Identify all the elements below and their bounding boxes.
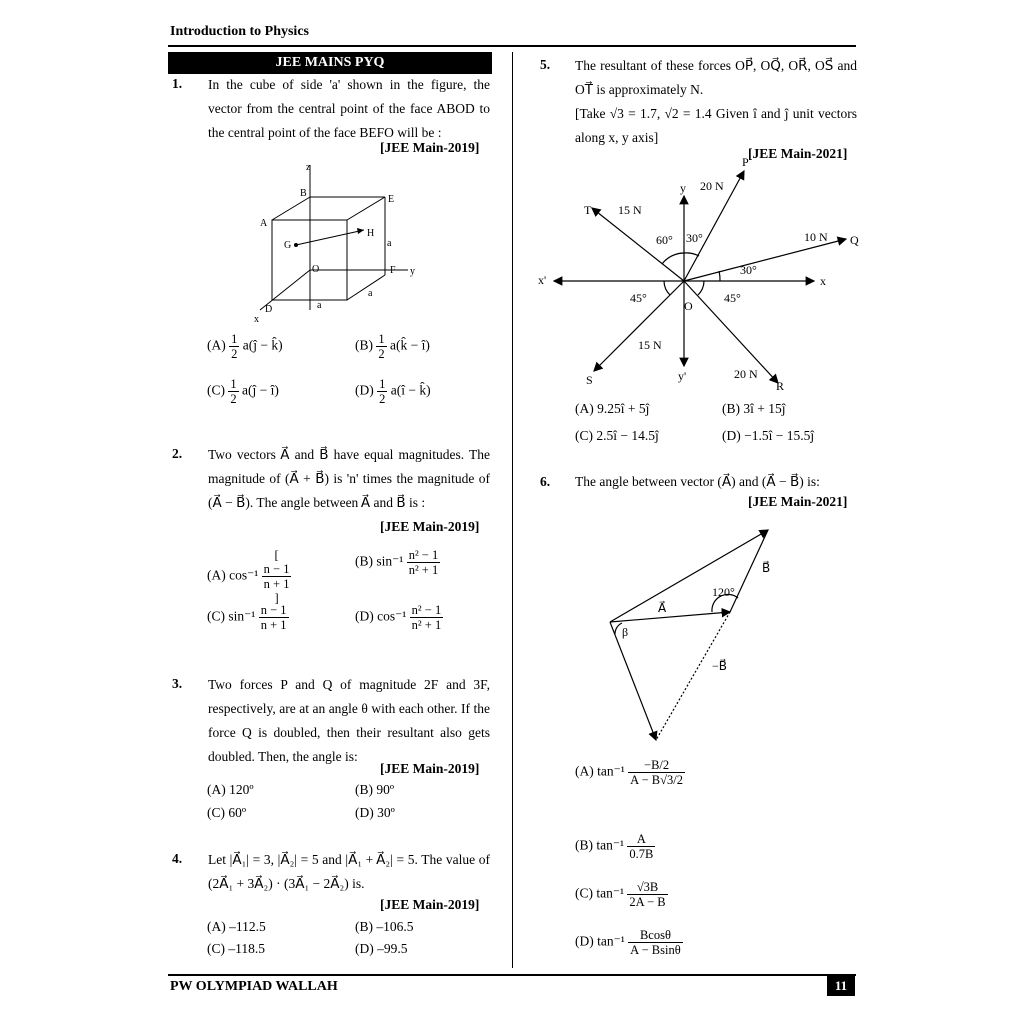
- q2-option-c[interactable]: (C) sin⁻¹ $\frac{n - 1}{n + 1}$: [207, 603, 287, 632]
- q5-text: The resultant of these forces OP⃗, OQ⃗, OR⃗, OS⃗ and OT⃗ is approximately N.: [575, 58, 857, 97]
- q3-option-b[interactable]: (B) 90º: [355, 782, 395, 797]
- q2-option-d[interactable]: (D) cos⁻¹ $\frac{\text{n² − 1}}{\text{n² + 1}}$: [355, 603, 442, 632]
- q2-option-b[interactable]: (B) sin⁻¹ $\frac{\text{n² − 1}}{\text{n² + 1}}$: [355, 548, 439, 577]
- label-vector-a: A⃗: [658, 601, 667, 615]
- footer-title: PW OLYMPIAD WALLAH: [170, 979, 338, 994]
- q6-option-b[interactable]: (B) tan⁻¹ $\frac{A}{0.7B}$: [575, 832, 654, 861]
- vector-a: [610, 612, 730, 622]
- q2-option-a[interactable]: (A) cos⁻¹ [ n − 1 n + 1 ]: [207, 548, 290, 605]
- q4-option-c[interactable]: (C) –118.5: [207, 941, 265, 956]
- q1-option-b[interactable]: (B) $\frac{1}{2}$ a(k̂ − î): [355, 332, 430, 361]
- label-angle-120: 120°: [712, 585, 735, 599]
- q1-number: 1.: [172, 76, 183, 91]
- q5-option-a[interactable]: (A) 9.25î + 5ĵ: [575, 401, 650, 416]
- page-header-title: Introduction to Physics: [170, 24, 309, 39]
- fig-label-e: E: [388, 194, 395, 205]
- label-x-neg: x': [538, 273, 547, 287]
- vector-a-plus-b: [610, 530, 771, 622]
- label-angle-30a: 30°: [686, 231, 703, 245]
- label-force-r: 20 N: [734, 367, 758, 381]
- label-neg-b: −B⃗: [712, 659, 727, 673]
- q5-option-b[interactable]: (B) 3î + 15ĵ: [722, 401, 786, 416]
- label-angle-60: 60°: [656, 233, 673, 247]
- q2-number: 2.: [172, 446, 183, 461]
- section-banner: JEE MAINS PYQ: [168, 52, 492, 74]
- label-force-p: 20 N: [700, 179, 724, 193]
- fig-label-d: D: [265, 304, 273, 315]
- footer-rule: [168, 974, 856, 976]
- fig-label-o: O: [312, 264, 320, 275]
- label-y: y: [680, 181, 686, 195]
- header-rule: [168, 45, 856, 47]
- label-s: S: [586, 373, 593, 387]
- fig-label-g: G: [284, 240, 292, 251]
- q4-text: Let |A⃗₁| = 3, |A⃗₂| = 5 and |A⃗₁ + A⃗₂| = 5. The value of (2A⃗₁ + 3A⃗₂) · (3A⃗₁ − 2A⃗₂) is.: [208, 852, 490, 891]
- q6-option-d[interactable]: (D) tan⁻¹ $\frac{Bcos\theta}{A - Bsin\theta}$: [575, 928, 681, 957]
- q5-option-c[interactable]: (C) 2.5î − 14.5ĵ: [575, 428, 659, 443]
- label-angle-30b: 30°: [740, 263, 757, 277]
- vector-a-minus-b: [610, 622, 656, 740]
- page-number: 11: [827, 976, 855, 996]
- q3-tag: [JEE Main-2019]: [380, 761, 480, 776]
- q5-force-figure: [534, 156, 864, 394]
- label-p: P: [742, 156, 749, 169]
- g-to-h-vector: [296, 230, 364, 245]
- label-force-t: 15 N: [618, 203, 642, 217]
- q3-option-a[interactable]: (A) 120º: [207, 782, 254, 797]
- fig-label-f: F: [390, 265, 396, 276]
- label-angle-45a: 45°: [630, 291, 647, 305]
- q1-cube-figure: [240, 160, 440, 330]
- fig-label-z: z: [306, 162, 311, 173]
- fig-label-x: x: [254, 314, 259, 325]
- fig-label-y: y: [410, 266, 415, 277]
- q2-tag: [JEE Main-2019]: [380, 519, 480, 534]
- q2-text: Two vectors A⃗ and B⃗ have equal magnitudes. The magnitude of (A⃗ + B⃗) is 'n' times the magnitude of (A⃗ − B⃗). The angle between A⃗ and B⃗ is :: [208, 447, 490, 510]
- q5-tag: [JEE Main-2021]: [748, 146, 848, 161]
- q4-option-a[interactable]: (A) –112.5: [207, 919, 266, 934]
- q6-tag: [JEE Main-2021]: [748, 494, 848, 509]
- label-angle-45b: 45°: [724, 291, 741, 305]
- q3-option-c[interactable]: (C) 60º: [207, 805, 247, 820]
- q3-text: Two forces P and Q of magnitude 2F and 3F, respectively, are at an angle θ with each other. If the force Q is doubled, then their resultant also gets doubled. Then, the angle is:: [208, 677, 490, 764]
- q1-option-a[interactable]: (A) $\frac{1}{2}$ a(ĵ − k̂): [207, 332, 283, 361]
- label-y-neg: y': [678, 369, 687, 383]
- label-force-s: 15 N: [638, 338, 662, 352]
- q3-number: 3.: [172, 676, 183, 691]
- fig-label-side-a3: a: [368, 288, 373, 299]
- q6-option-c[interactable]: (C) tan⁻¹ $\frac{√3B}{2A - B}$: [575, 880, 666, 909]
- fig-label-side-a1: a: [387, 238, 392, 249]
- q5-number: 5.: [540, 57, 551, 72]
- q6-text: The angle between vector (A⃗) and (A⃗ − B⃗) is:: [575, 474, 820, 489]
- column-divider: [512, 52, 513, 968]
- q6-number: 6.: [540, 474, 551, 489]
- q1-option-d[interactable]: (D) $\frac{1}{2}$ a(î − k̂): [355, 377, 431, 406]
- fig-label-side-a2: a: [317, 300, 322, 311]
- label-force-q: 10 N: [804, 230, 828, 244]
- label-beta: β: [622, 625, 629, 639]
- fig-label-b: B: [300, 188, 307, 199]
- label-o: O: [684, 299, 693, 313]
- fig-label-a: A: [260, 218, 268, 229]
- q4-option-d[interactable]: (D) –99.5: [355, 941, 408, 956]
- q3-option-d[interactable]: (D) 30º: [355, 805, 395, 820]
- label-q: Q: [850, 233, 859, 247]
- fig-label-h: H: [367, 228, 375, 239]
- q4-number: 4.: [172, 851, 183, 866]
- q4-tag: [JEE Main-2019]: [380, 897, 480, 912]
- q6-vector-figure: [600, 512, 800, 744]
- label-x-pos: x: [820, 274, 826, 288]
- q1-tag: [JEE Main-2019]: [380, 140, 480, 155]
- label-t: T: [584, 203, 592, 217]
- q4-option-b[interactable]: (B) –106.5: [355, 919, 414, 934]
- q5-option-d[interactable]: (D) −1.5î − 15.5ĵ: [722, 428, 815, 443]
- label-vector-b: B⃗: [762, 561, 771, 575]
- vector-neg-b: [656, 612, 730, 740]
- q6-option-a[interactable]: (A) tan⁻¹ $\frac{-B/2}{A - B√3/2}$: [575, 758, 683, 787]
- label-r: R: [776, 379, 785, 393]
- q1-text: In the cube of side 'a' shown in the figure, the vector from the central point of the face ABOD to the central point of the face BEFO will be :: [208, 77, 490, 140]
- q1-option-c[interactable]: (C) $\frac{1}{2}$ a(ĵ − î): [207, 377, 279, 406]
- q5-note: [Take √3 = 1.7, √2 = 1.4 Given î and ĵ unit vectors along x, y axis]: [575, 106, 857, 145]
